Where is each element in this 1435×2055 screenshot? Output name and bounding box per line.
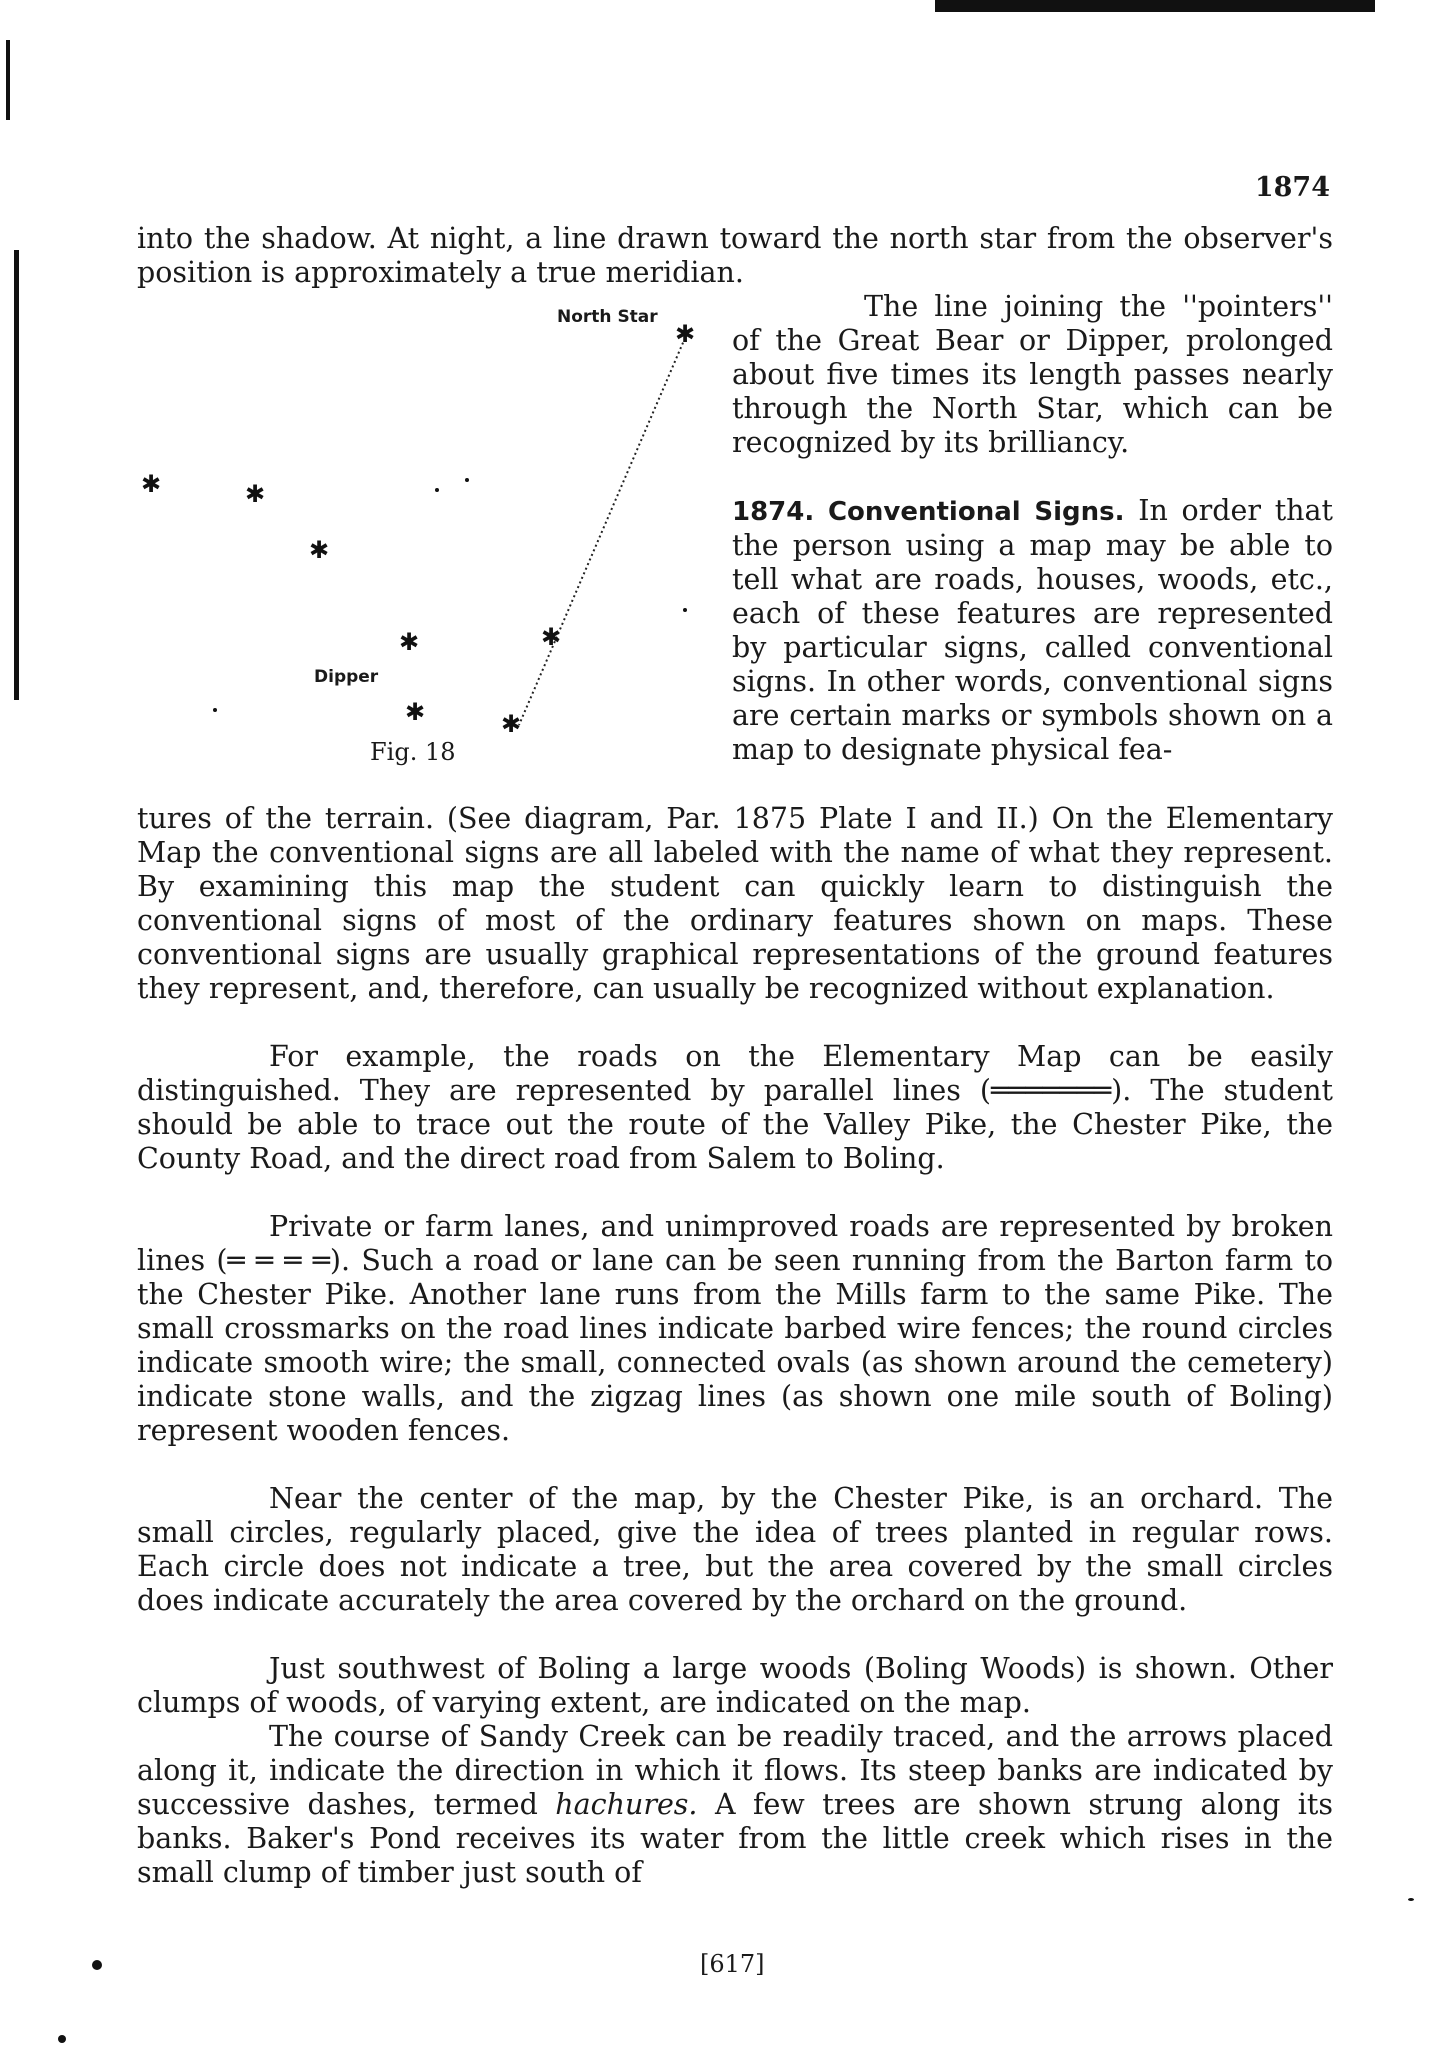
pointer-star-icon: ✱ xyxy=(501,710,522,738)
ink-speck xyxy=(58,2035,66,2043)
paragraph-roads: For example, the roads on the Elementary Map can be easily distinguished. They are represented by parallel lines (═══════). The student should be able to trace out the route of the Valley Pike, the Chester Pike, the County Road, and the direct road from Salem to Boling. xyxy=(137,1040,1333,1175)
paragraph-pointers: The line joining the ''pointers'' of the Great Bear or Dipper, prolonged about five times its length passes nearly through the North Star, which can be recognized by its brilliancy. xyxy=(732,290,1333,459)
dipper-star-icon: ✱ xyxy=(309,536,330,564)
folio: [617] xyxy=(700,1950,765,1978)
section-paragraph xyxy=(732,494,1333,767)
dipper-star-icon: ✱ xyxy=(399,628,420,656)
top-rule xyxy=(935,0,1375,12)
paragraph-orchard: Near the center of the map, by the Chester Pike, is an orchard. The small circles, regularly placed, give the idea of trees planted in regular rows. Each circle does not indicate a tree, but the area covered by the small circles does indicate accurately the area covered by the orchard on the ground. xyxy=(137,1482,1333,1617)
section-heading: Conventional Signs. xyxy=(827,497,1125,527)
paragraph-terrain: tures of the terrain. (See diagram, Par. 1875 Plate I and II.) On the Elementary Map the conventional signs are all labeled with the name of what they represent. By examining this map the student can quickly learn to distinguish the conventional signs of most of the ordinary features shown on maps. These conventional signs are usually graphical representations of the ground features they represent, and, therefore, can usually be recognized without explanation. xyxy=(137,802,1333,1005)
paragraph-lanes: Private or farm lanes, and unimproved roads are represented by broken lines (═ ═ ═ ═). Such a road or lane can be seen running from the Barton farm to the Chester Pike. Another lane runs from the Mills farm to the same Pike. The small crossmarks on the road lines indicate barbed wire fences; the round circles indicate smooth wire; the small, connected ovals (as shown around the cemetery) indicate stone walls, and the zigzag lines (as shown one mile south of Boling) represent wooden fences. xyxy=(137,1210,1333,1447)
faint-star-dot xyxy=(683,608,687,612)
ink-speck xyxy=(1408,1898,1414,1901)
paragraph-woods: Just southwest of Boling a large woods (Boling Woods) is shown. Other clumps of woods, of varying extent, are indicated on the map. xyxy=(137,1652,1333,1719)
north-star-icon: ✱ xyxy=(675,320,696,348)
ink-speck xyxy=(92,1960,102,1970)
section-text: In order that the person using a map may be able to tell what are roads, houses, woods, etc., each of these features are represented by particular signs, called conventional signs. In other words, conventional signs are certain marks or symbols shown on a map to designate physical fea- xyxy=(732,494,1333,766)
north-star-label: North Star xyxy=(557,307,658,327)
section-number: 1874. xyxy=(732,497,815,527)
figure-caption: Fig. 18 xyxy=(370,738,456,766)
faint-star-dot xyxy=(213,708,217,712)
dipper-star-icon: ✱ xyxy=(405,698,426,726)
paragraph-intro: into the shadow. At night, a line drawn toward the north star from the observer's position is approximately a true meridian. xyxy=(137,222,1333,289)
creek-text-continued: A few trees are shown strung along its banks. Baker's Pond receives its water from the little creek which rises in the small clump of timber just south of xyxy=(137,1788,1333,1889)
dipper-star-icon: ✱ xyxy=(245,480,266,508)
faint-star-dot xyxy=(465,478,469,482)
dipper-label: Dipper xyxy=(314,667,379,687)
dipper-star-icon: ✱ xyxy=(141,470,162,498)
binding-edge-marks xyxy=(6,40,20,700)
creek-text: The course of Sandy Creek can be readily traced, and the arrows placed along it, indicate the direction in which it flows. Its steep banks are indicated by successive dashes, termed xyxy=(137,1720,1333,1821)
hachures-term: hachures. xyxy=(555,1788,698,1821)
pointer-line xyxy=(519,338,685,725)
paragraph-creek xyxy=(137,1720,1333,1890)
star-diagram xyxy=(137,300,722,780)
page-number: 1874 xyxy=(1254,172,1330,203)
faint-star-dot xyxy=(435,488,439,492)
pointer-star-icon: ✱ xyxy=(541,623,562,651)
